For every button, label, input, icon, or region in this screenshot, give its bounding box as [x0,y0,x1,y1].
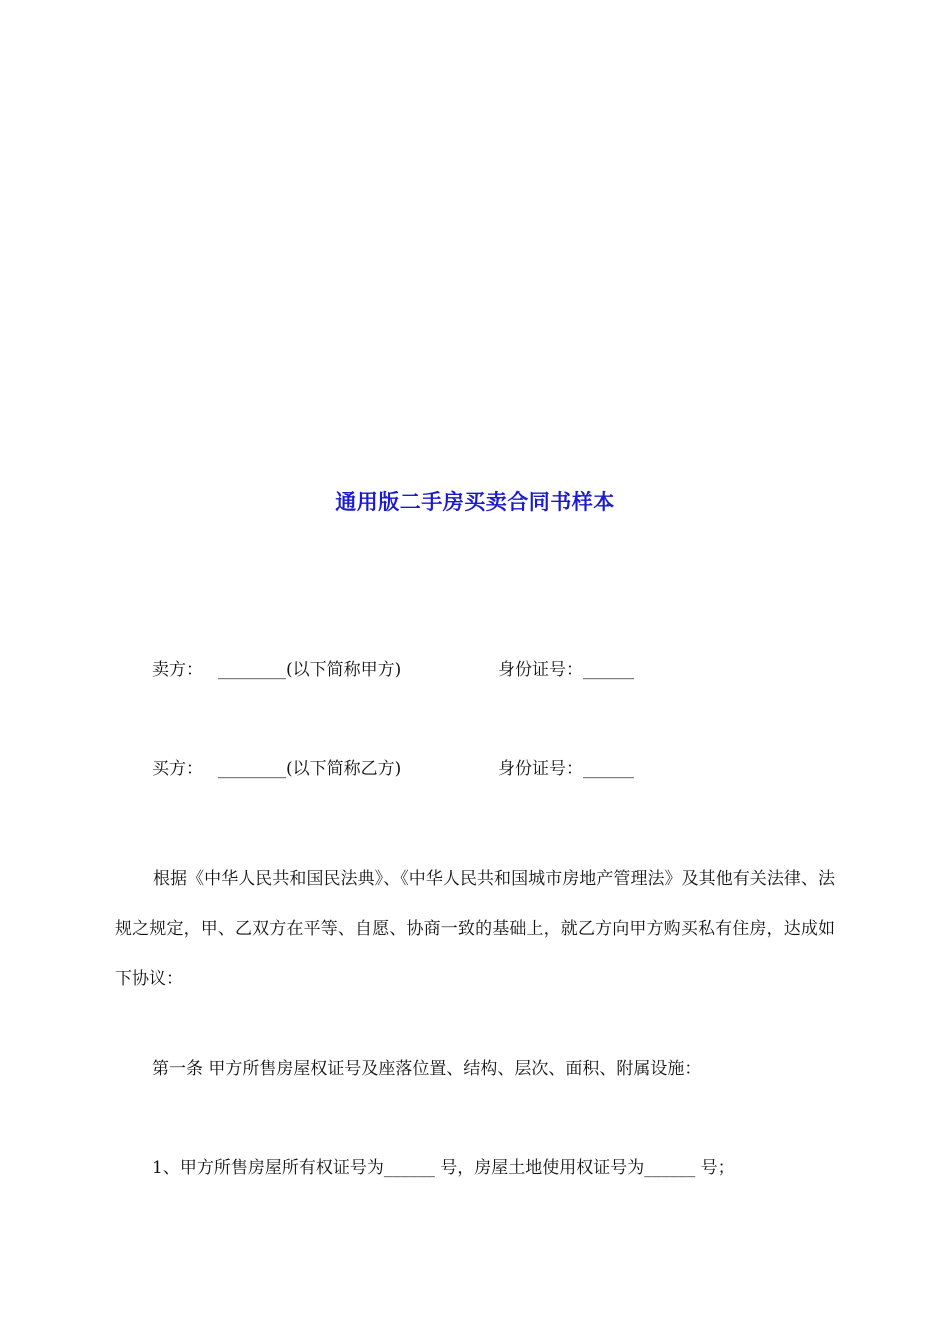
buyer-name-blank: ________(以下简称乙方) [218,759,402,779]
buyer-row [152,757,634,781]
buyer-id-label: 身份证号：______ [498,759,634,779]
article-1-item-1: 1、甲方所售房屋所有权证号为______ 号，房屋土地使用权证号为______ 号； [152,1158,735,1178]
seller-id-label: 身份证号：______ [498,660,634,680]
preamble-paragraph: 根据《中华人民共和国民法典》、《中华人民共和国城市房地产管理法》及其他有关法律、法规之规定，甲、乙双方在平等、自愿、协商一致的基础上，就乙方向甲方购买私有住房，达成如下协议： [115,869,835,989]
buyer-label: 买方： [152,759,203,779]
seller-row [152,658,634,682]
article-1-heading: 第一条 甲方所售房屋权证号及座落位置、结构、层次、面积、附属设施： [152,1059,702,1079]
seller-label: 卖方： [152,660,203,680]
seller-name-blank: ________(以下简称甲方) [218,660,402,680]
document-title: 通用版二手房买卖合同书样本 [335,489,615,514]
